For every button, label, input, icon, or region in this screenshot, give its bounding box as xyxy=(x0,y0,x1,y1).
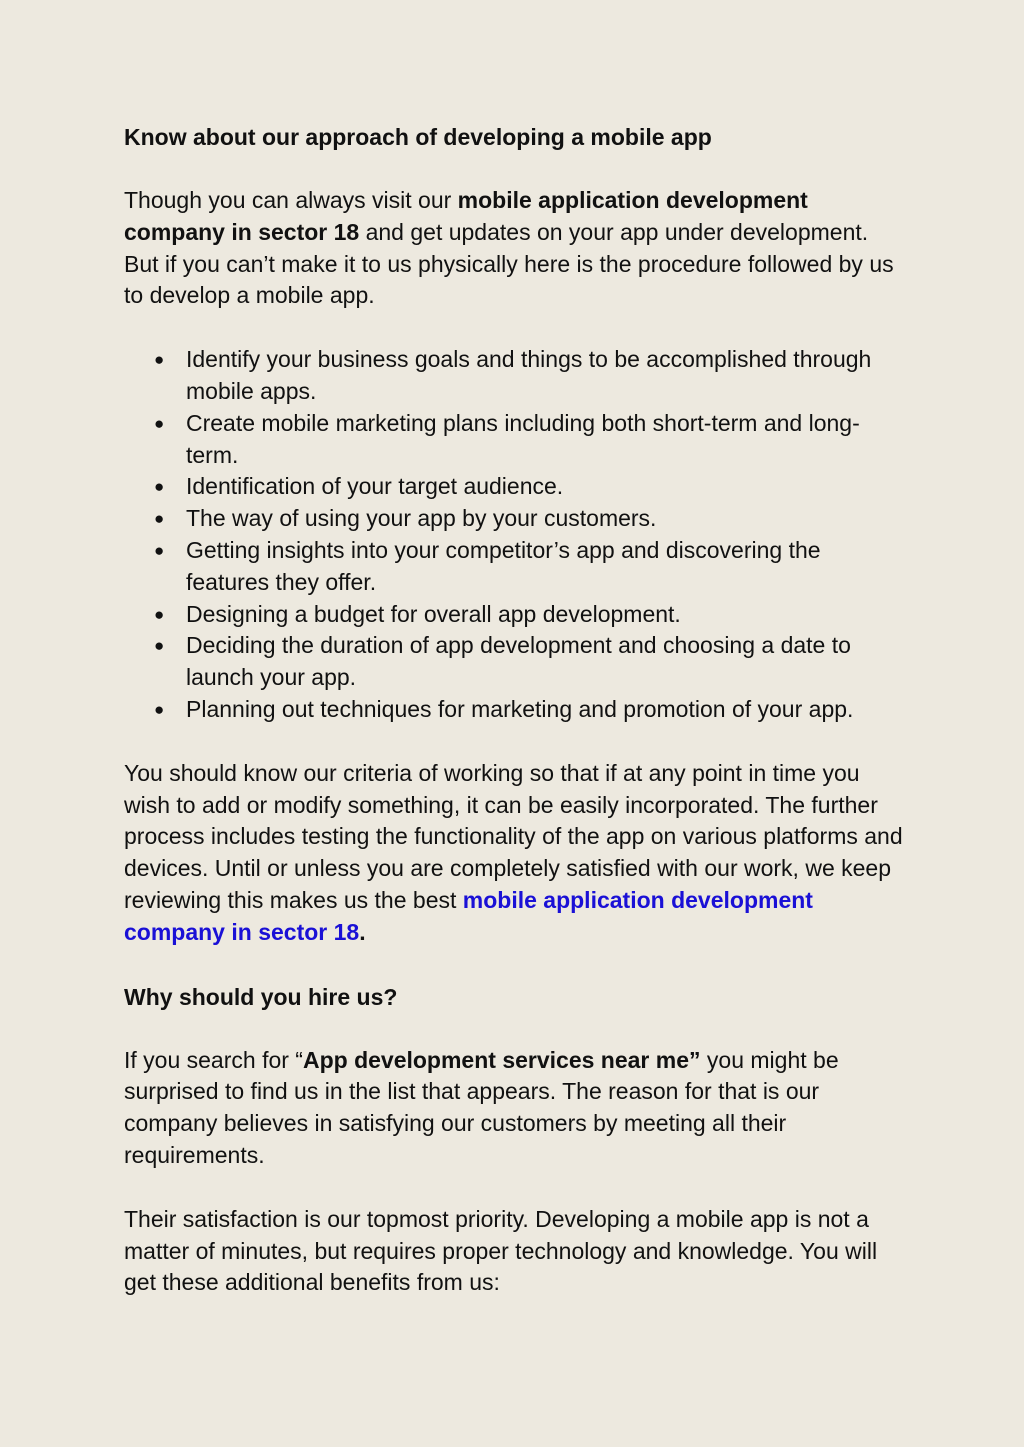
company-link[interactable]: mobile application development company in sector 18 xyxy=(124,886,813,945)
search-bold-phrase: App development services near me” xyxy=(302,1046,701,1073)
section-heading-approach: Know about our approach of developing a mobile app xyxy=(124,124,712,150)
list-item xyxy=(124,344,904,408)
bullet-icon: ● xyxy=(154,413,165,433)
list-item-text: The way of using your app by your customers. xyxy=(186,505,657,532)
bullet-icon: ● xyxy=(154,699,165,719)
list-item-text: Planning out techniques for marketing and promotion of your app. xyxy=(186,695,854,722)
bullet-icon: ● xyxy=(154,604,165,624)
list-item-text: Identify your business goals and things to be accomplished through mobile apps. xyxy=(186,346,872,404)
bullet-icon: ● xyxy=(154,636,165,656)
bullet-icon: ● xyxy=(154,509,165,529)
list-item xyxy=(124,694,904,726)
list-item-text: Identification of your target audience. xyxy=(186,473,564,500)
criteria-paragraph xyxy=(124,758,904,949)
list-item xyxy=(124,599,904,631)
search-text-start: If you search for “ xyxy=(124,1046,303,1073)
section-heading-why-hire: Why should you hire us? xyxy=(124,983,398,1010)
intro-paragraph xyxy=(124,185,904,312)
list-item-text: Create mobile marketing plans including both short-term and long-term. xyxy=(186,409,860,468)
bullet-icon: ● xyxy=(154,350,165,370)
list-item xyxy=(124,408,904,472)
list-item xyxy=(124,471,904,503)
bullet-icon: ● xyxy=(154,477,165,497)
criteria-period: . xyxy=(359,918,366,945)
list-item xyxy=(124,503,904,535)
criteria-text: You should know our criteria of working so that if at any point in time you wish to add or modify something, it can be easily incorporated. The further process includes testing the functionality of the app on various platforms and devices. Until or unless you are completely satisfied with our work, we keep reviewing this makes us the best xyxy=(124,759,903,913)
list-item-text: Getting insights into your competitor’s app and discovering the features they offer. xyxy=(186,536,821,595)
search-paragraph xyxy=(124,1045,904,1172)
satisfaction-paragraph: Their satisfaction is our topmost priority. Developing a mobile app is not a matter of minutes, but requires proper technology and knowledge. You will get these additional benefits from us: xyxy=(124,1205,878,1296)
list-item xyxy=(124,630,904,694)
procedure-list xyxy=(124,344,904,726)
intro-bold-company: mobile application development company in sector 18 xyxy=(124,187,808,245)
intro-text-start: Though you can always visit our xyxy=(124,187,458,213)
intro-text-end: and get updates on your app under development. But if you can’t make it to us physically here is the procedure followed by us to develop a mobile app. xyxy=(124,218,894,309)
bullet-icon: ● xyxy=(154,540,165,560)
search-text-end: you might be surprised to find us in the list that appears. The reason for that is our company believes in satisfying our customers by meeting all their requirements. xyxy=(124,1046,839,1168)
list-item-text: Deciding the duration of app development and choosing a date to launch your app. xyxy=(186,632,851,691)
list-item xyxy=(124,535,904,599)
list-item-text: Designing a budget for overall app development. xyxy=(186,600,681,627)
